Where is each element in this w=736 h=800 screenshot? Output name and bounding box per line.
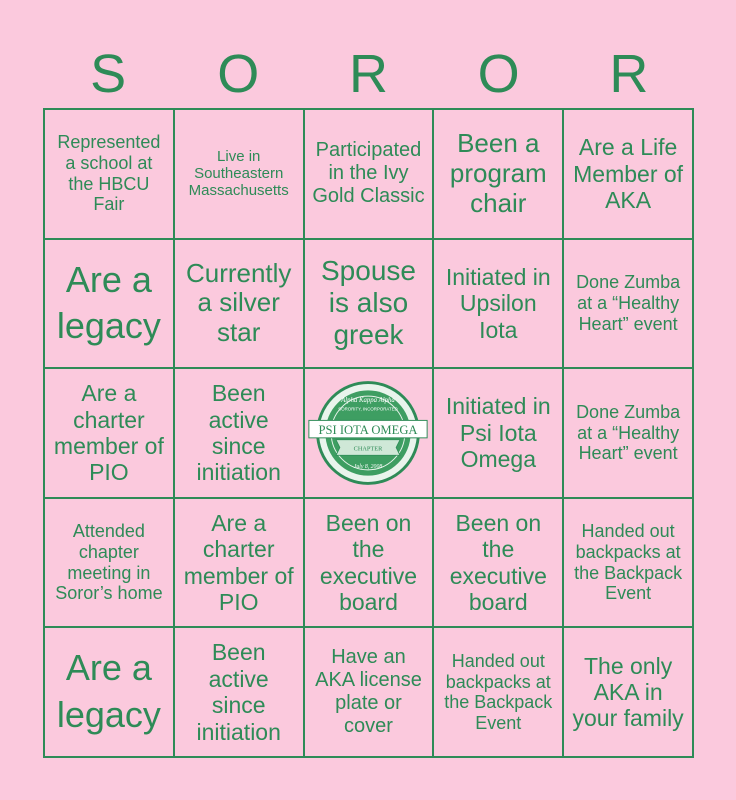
bingo-cell[interactable]: Live in Southeastern Massachusetts — [174, 109, 304, 239]
bingo-cell[interactable]: Been active since initiation — [174, 627, 304, 757]
free-space[interactable] — [304, 368, 434, 498]
logo-main-text: PSI IOTA OMEGA — [318, 422, 419, 437]
bingo-cell[interactable]: Currently a silver star — [174, 239, 304, 369]
header-letter-5: R — [609, 44, 649, 104]
bingo-cell[interactable]: Been on the executive board — [433, 498, 563, 628]
logo-top-text: Alpha Kappa Alpha — [341, 396, 396, 404]
bingo-board — [43, 108, 694, 758]
bingo-cell[interactable]: Been active since initiation — [174, 368, 304, 498]
header-letter-1: S — [90, 44, 127, 104]
bingo-cell[interactable]: Are a legacy — [44, 627, 174, 757]
bingo-header — [43, 40, 694, 108]
logo-sub-text: SORORITY, INCORPORATED — [338, 406, 399, 412]
bingo-cell[interactable]: Represented a school at the HBCU Fair — [44, 109, 174, 239]
bingo-cell[interactable]: Initiated in Psi Iota Omega — [433, 368, 563, 498]
bingo-cell[interactable]: Handed out backpacks at the Backpack Event — [433, 627, 563, 757]
bingo-cell[interactable]: Been a program chair — [433, 109, 563, 239]
chapter-logo-icon — [305, 370, 431, 496]
logo-date-text: July 8, 2008 — [354, 463, 383, 470]
bingo-cell[interactable]: Participated in the Ivy Gold Classic — [304, 109, 434, 239]
bingo-cell[interactable]: The only AKA in your family — [563, 627, 693, 757]
header-letter-2: O — [217, 44, 260, 104]
bingo-cell[interactable]: Are a Life Member of AKA — [563, 109, 693, 239]
header-letter-3: R — [348, 44, 388, 104]
bingo-cell[interactable]: Are a legacy — [44, 239, 174, 369]
bingo-cell[interactable]: Done Zumba at a “Healthy Heart” event — [563, 239, 693, 369]
header-letter-4: O — [477, 44, 520, 104]
bingo-cell[interactable]: Have an AKA license plate or cover — [304, 627, 434, 757]
bingo-cell[interactable]: Spouse is also greek — [304, 239, 434, 369]
bingo-cell[interactable]: Attended chapter meeting in Soror’s home — [44, 498, 174, 628]
bingo-cell[interactable]: Been on the executive board — [304, 498, 434, 628]
bingo-cell[interactable]: Initiated in Upsilon Iota — [433, 239, 563, 369]
bingo-cell[interactable]: Are a charter member of PIO — [44, 368, 174, 498]
bingo-cell[interactable]: Are a charter member of PIO — [174, 498, 304, 628]
bingo-cell[interactable]: Handed out backpacks at the Backpack Event — [563, 498, 693, 628]
bingo-cell[interactable]: Done Zumba at a “Healthy Heart” event — [563, 368, 693, 498]
logo-banner-text: CHAPTER — [354, 445, 383, 453]
